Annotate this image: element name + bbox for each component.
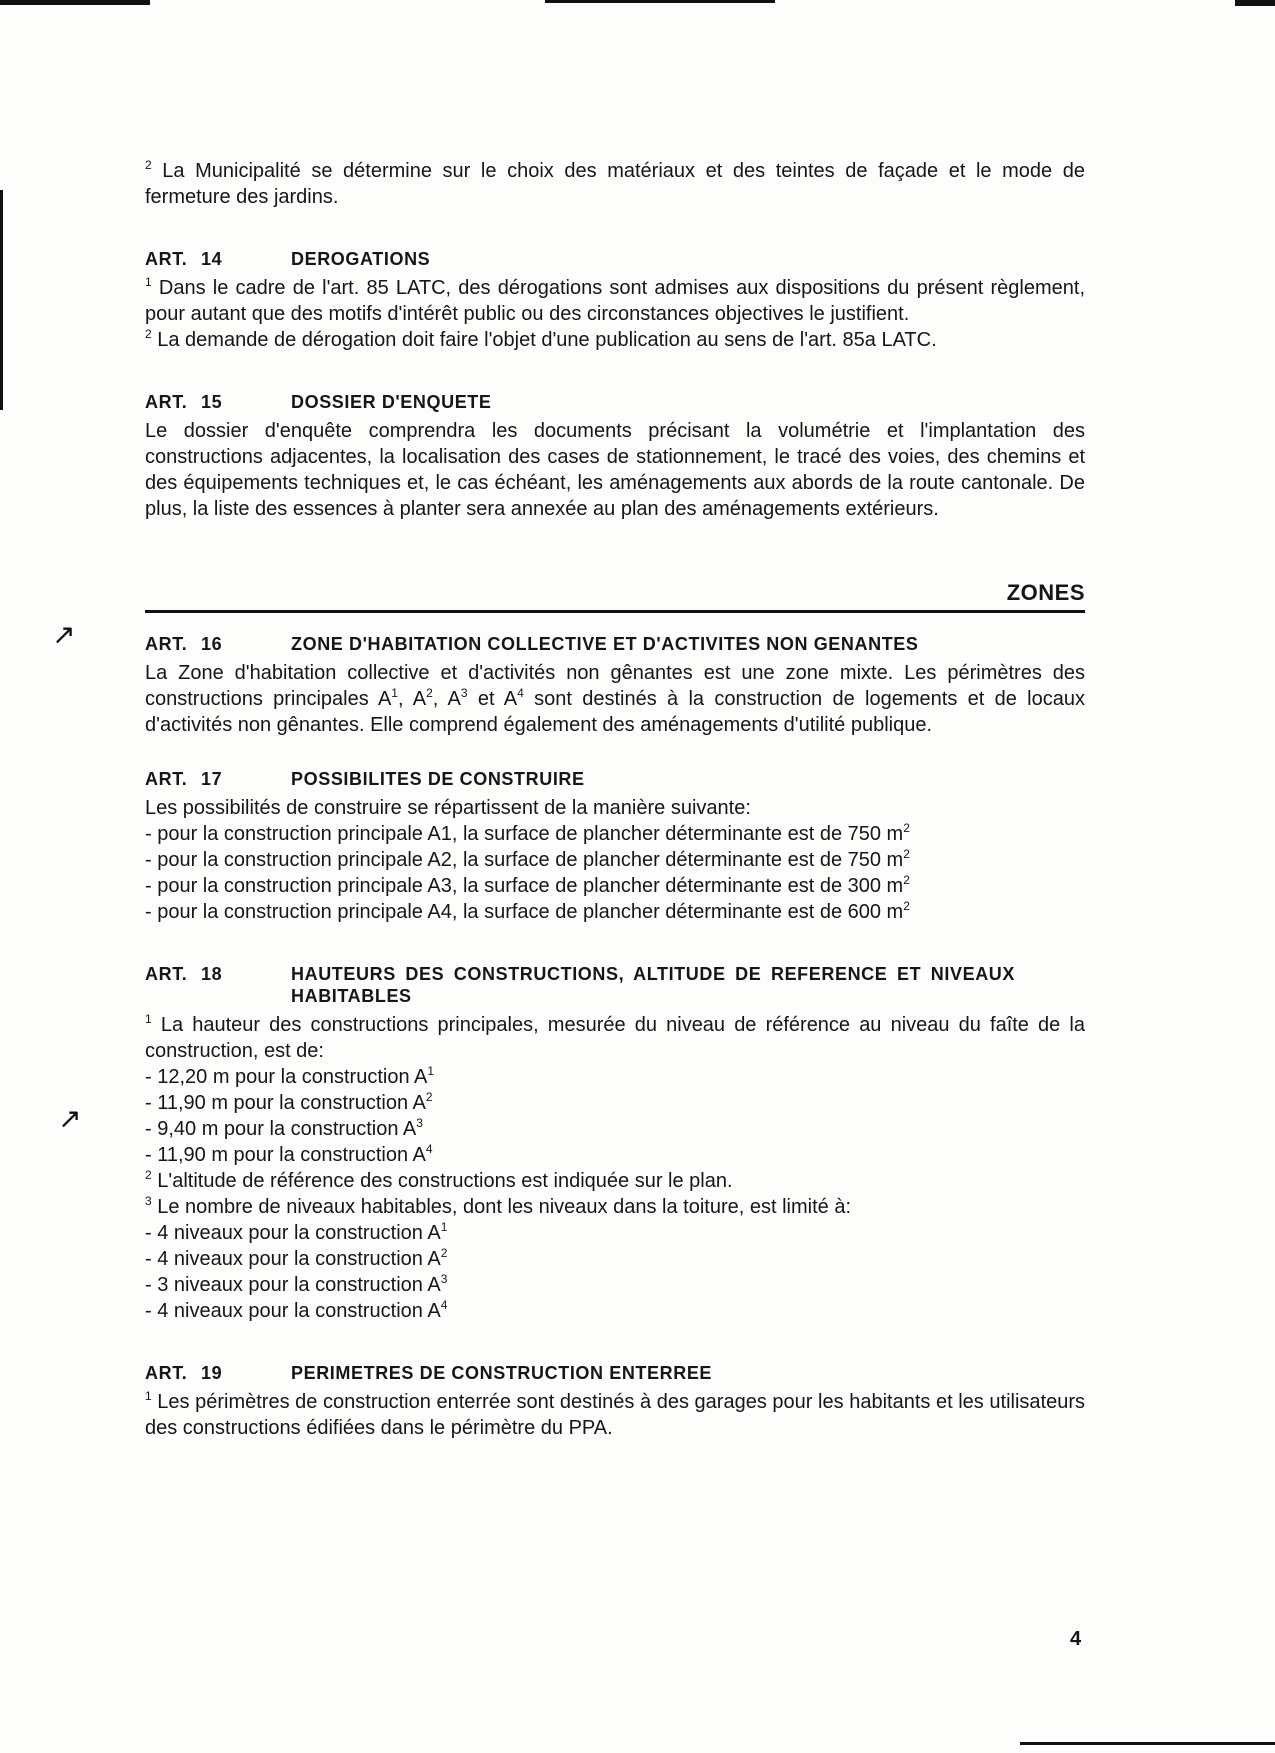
superscript: 2 — [425, 1090, 433, 1104]
paragraph-text: La hauteur des constructions principales, mesurée du niveau de référence au niveau du faîte de la construction, est de: — [145, 1014, 1085, 1062]
list-item-text: - 3 niveaux pour la construction A — [145, 1274, 441, 1296]
list-item — [145, 1090, 1085, 1116]
article-heading-15 — [145, 391, 1085, 413]
superscript: 3 — [416, 1116, 423, 1130]
superscript: 4 — [517, 686, 524, 700]
article-18-paragraph-1 — [145, 1012, 1085, 1064]
article-14-paragraph-2 — [145, 327, 1085, 353]
list-item — [145, 873, 1085, 899]
paragraph-number: 2 — [145, 327, 152, 341]
list-item — [145, 847, 1085, 873]
list-item-text: - pour la construction principale A3, la surface de plancher déterminante est de 300 m — [145, 875, 904, 897]
list-item — [145, 1298, 1085, 1324]
article-heading-14 — [145, 248, 1085, 270]
text-run: La Zone d'habitation collective et d'activités non gênantes est une zone mixte. Les périmètres des constructions principales A — [145, 662, 1085, 710]
list-item-text: - pour la construction principale A2, la surface de plancher déterminante est de 750 m — [145, 849, 904, 871]
article-label: ART. — [145, 392, 188, 412]
article-label: ART. — [145, 769, 188, 789]
article-18-paragraph-2 — [145, 1168, 1085, 1194]
list-item — [145, 1246, 1085, 1272]
article-19-paragraph — [145, 1389, 1085, 1441]
list-item-text: - 11,90 m pour la construction A — [145, 1144, 426, 1166]
article-number: 18 — [201, 964, 223, 984]
margin-mark-icon: ↗ — [52, 618, 76, 651]
list-item-text: - 4 niveaux pour la construction A — [145, 1222, 441, 1244]
page-number: 4 — [1070, 1628, 1082, 1650]
superscript: 3 — [440, 1272, 448, 1286]
margin-mark-icon: ↗ — [58, 1102, 82, 1135]
superscript: 1 — [427, 1064, 435, 1078]
article-number: 16 — [201, 634, 223, 654]
superscript: 2 — [440, 1246, 448, 1260]
list-item-text: - pour la construction principale A4, la surface de plancher déterminante est de 600 m — [145, 901, 904, 923]
intro-paragraph — [145, 158, 1085, 210]
article-title: DOSSIER D'ENQUETE — [291, 392, 492, 412]
text-run: et A — [467, 688, 518, 710]
list-item-text: - pour la construction principale A1, la surface de plancher déterminante est de 750 m — [145, 823, 904, 845]
superscript: 2 — [903, 847, 910, 861]
list-item-text: - 4 niveaux pour la construction A — [145, 1248, 441, 1270]
article-title: POSSIBILITES DE CONSTRUIRE — [291, 769, 585, 789]
paragraph-number: 2 — [145, 158, 152, 172]
list-item-text: - 12,20 m pour la construction A — [145, 1066, 428, 1088]
paragraph-text: La Municipalité se détermine sur le choix des matériaux et des teintes de façade et le mode de fermeture des jardins. — [145, 160, 1085, 208]
list-item — [145, 1064, 1085, 1090]
superscript: 2 — [903, 899, 910, 913]
list-item — [145, 821, 1085, 847]
article-heading-18 — [145, 963, 1085, 1007]
article-title: HAUTEURS DES CONSTRUCTIONS, ALTITUDE DE REFERENCE ET NIVEAUX HABITABLES — [291, 964, 1015, 1006]
superscript: 1 — [391, 686, 398, 700]
superscript: 2 — [903, 821, 910, 835]
list-item — [145, 1116, 1085, 1142]
list-item-text: - 4 niveaux pour la construction A — [145, 1300, 441, 1322]
paragraph-number: 1 — [145, 1389, 152, 1403]
article-label: ART. — [145, 964, 188, 984]
article-title: PERIMETRES DE CONSTRUCTION ENTERREE — [291, 1363, 713, 1383]
scan-artifact-top-left — [0, 0, 150, 5]
paragraph-text: Dans le cadre de l'art. 85 LATC, des dérogations sont admises aux dispositions du présent règlement, pour autant que des motifs d'intérêt public ou des circonstances objectives le justifient. — [145, 277, 1085, 325]
article-number: 15 — [201, 392, 223, 412]
section-heading-zones: ZONES — [145, 580, 1085, 613]
article-label: ART. — [145, 1363, 188, 1383]
article-label: ART. — [145, 634, 188, 654]
paragraph-number: 1 — [145, 275, 152, 289]
text-run: sont destinés à la construction de logements et de locaux d'activités non gênantes. Elle comprend également des aménagements d'utilité publique. — [145, 688, 1085, 736]
article-number: 14 — [201, 249, 223, 269]
paragraph-text: La demande de dérogation doit faire l'objet d'une publication au sens de l'art. 85a LATC. — [157, 329, 937, 351]
paragraph-text: Le nombre de niveaux habitables, dont les niveaux dans la toiture, est limité à: — [157, 1196, 851, 1218]
scan-artifact-top-right — [1235, 0, 1275, 6]
article-number: 19 — [201, 1363, 223, 1383]
article-14-paragraph-1 — [145, 275, 1085, 327]
paragraph-number: 3 — [145, 1194, 152, 1208]
superscript: 4 — [425, 1142, 433, 1156]
paragraph-number: 2 — [145, 1168, 152, 1182]
article-heading-19 — [145, 1362, 1085, 1384]
article-16-paragraph — [145, 660, 1085, 738]
article-17-intro: Les possibilités de construire se répartissent de la manière suivante: — [145, 797, 751, 819]
superscript: 3 — [460, 686, 468, 700]
article-heading-17 — [145, 768, 1085, 790]
article-label: ART. — [145, 249, 188, 269]
paragraph-number: 1 — [145, 1012, 152, 1026]
list-item — [145, 1272, 1085, 1298]
document-page — [145, 158, 1085, 1441]
superscript: 2 — [903, 873, 910, 887]
list-item — [145, 1142, 1085, 1168]
list-item — [145, 1220, 1085, 1246]
article-number: 17 — [201, 769, 223, 789]
list-item-text: - 11,90 m pour la construction A — [145, 1092, 426, 1114]
paragraph-text: Les périmètres de construction enterrée sont destinés à des garages pour les habitants et les utilisateurs des constructions édifiées dans le périmètre du PPA. — [145, 1391, 1085, 1439]
article-title: DEROGATIONS — [291, 249, 431, 269]
scan-artifact-bottom — [1020, 1742, 1275, 1745]
list-item-text: - 9,40 m pour la construction A — [145, 1118, 417, 1140]
list-item — [145, 899, 1085, 925]
text-run: , A — [432, 688, 461, 710]
scan-artifact-top-center — [545, 0, 775, 3]
superscript: 1 — [440, 1220, 448, 1234]
superscript: 4 — [440, 1298, 448, 1312]
scan-artifact-left-edge — [0, 190, 3, 410]
article-15-paragraph: Le dossier d'enquête comprendra les documents précisant la volumétrie et l'implantation des constructions adjacentes, la localisation des cases de stationnement, le tracé des voies, des chemins et des équipements techniques et, le cas échéant, les aménagements aux abords de la route cantonale. De plus, la liste des essences à planter sera annexée au plan des aménagements extérieurs. — [145, 420, 1085, 520]
article-title: ZONE D'HABITATION COLLECTIVE ET D'ACTIVITES NON GENANTES — [291, 634, 919, 654]
paragraph-text: L'altitude de référence des constructions est indiquée sur le plan. — [157, 1170, 733, 1192]
superscript: 2 — [426, 686, 433, 700]
article-18-paragraph-3 — [145, 1194, 1085, 1220]
text-run: , A — [397, 688, 427, 710]
article-heading-16 — [145, 633, 1085, 655]
